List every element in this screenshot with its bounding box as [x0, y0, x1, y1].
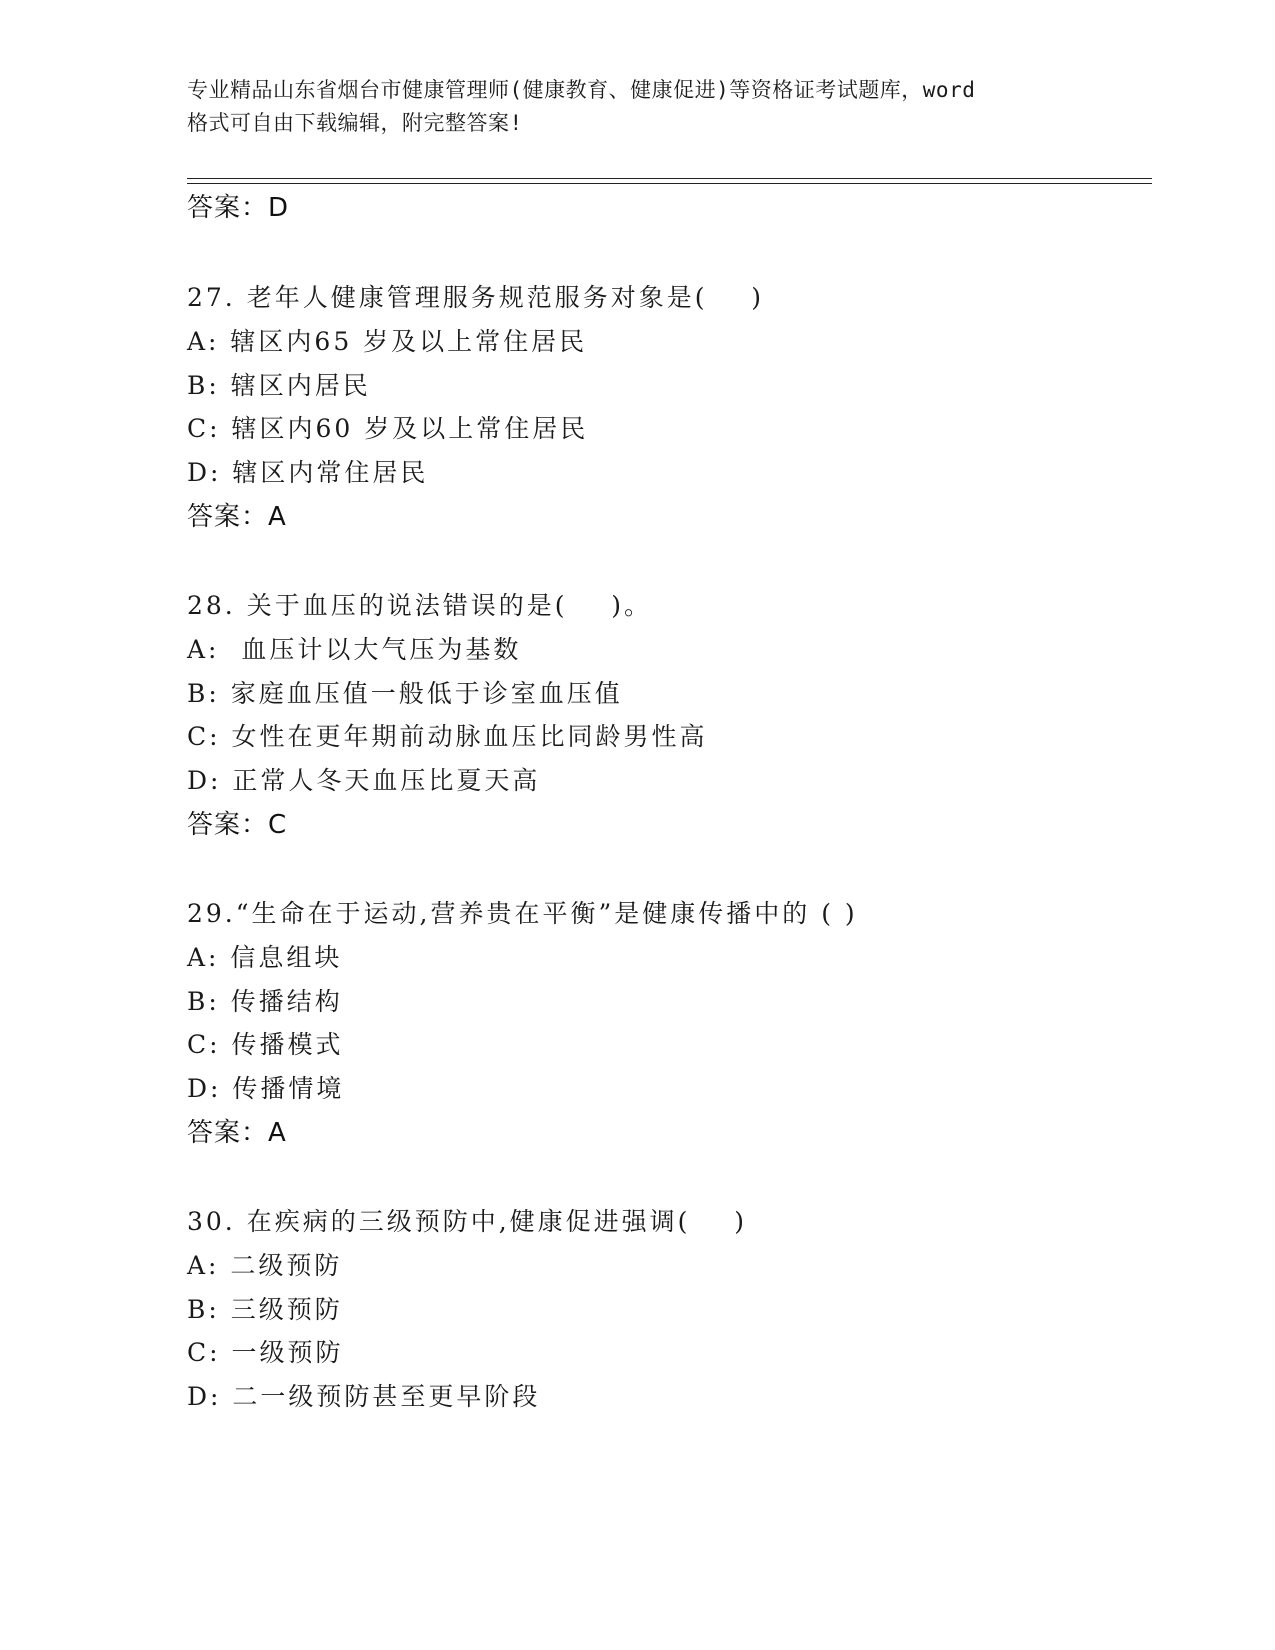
question-29-answer: 答案：A: [187, 1118, 287, 1148]
question-28: 28. 关于血压的说法错误的是( )。: [187, 591, 653, 620]
question-30-option-a: A: 二级预防: [187, 1251, 343, 1280]
question-28-option-b: B: 家庭血压值一般低于诊室血压值: [187, 679, 623, 708]
question-29-option-a: A: 信息组块: [187, 943, 343, 972]
header-divider-top: [187, 178, 1152, 179]
question-28-option-d: D: 正常人冬天血压比夏天高: [187, 766, 541, 795]
question-28-answer: 答案：C: [187, 810, 288, 840]
header-line-2: 格式可自由下载编辑，附完整答案!: [187, 111, 523, 135]
document-header: [187, 74, 1087, 140]
question-27-answer: 答案：A: [187, 502, 287, 532]
question-29: 29.“生命在于运动,营养贵在平衡”是健康传播中的 ( ): [187, 899, 858, 928]
question-30-option-c: C: 一级预防: [187, 1338, 344, 1367]
question-30-option-b: B: 三级预防: [187, 1295, 343, 1324]
question-30-option-d: D: 二一级预防甚至更早阶段: [187, 1382, 541, 1411]
question-30: 30. 在疾病的三级预防中,健康促进强调( ): [187, 1207, 747, 1236]
question-29-option-c: C: 传播模式: [187, 1030, 344, 1059]
question-27-option-c: C: 辖区内60 岁及以上常住居民: [187, 414, 589, 443]
previous-answer: 答案：D: [187, 193, 290, 223]
question-27-option-b: B: 辖区内居民: [187, 371, 371, 400]
question-28-option-c: C: 女性在更年期前动脉血压比同龄男性高: [187, 722, 708, 751]
question-27: 27. 老年人健康管理服务规范服务对象是( ): [187, 283, 765, 312]
question-29-option-b: B: 传播结构: [187, 987, 343, 1016]
question-28-option-a: A: 血压计以大气压为基数: [187, 635, 522, 664]
header-line-1: 专业精品山东省烟台市健康管理师(健康教育、健康促进)等资格证考试题库，word: [187, 78, 976, 102]
question-29-option-d: D: 传播情境: [187, 1074, 345, 1103]
question-27-option-d: D: 辖区内常住居民: [187, 458, 429, 487]
question-27-option-a: A: 辖区内65 岁及以上常住居民: [187, 327, 588, 356]
header-divider-bottom: [187, 183, 1152, 184]
